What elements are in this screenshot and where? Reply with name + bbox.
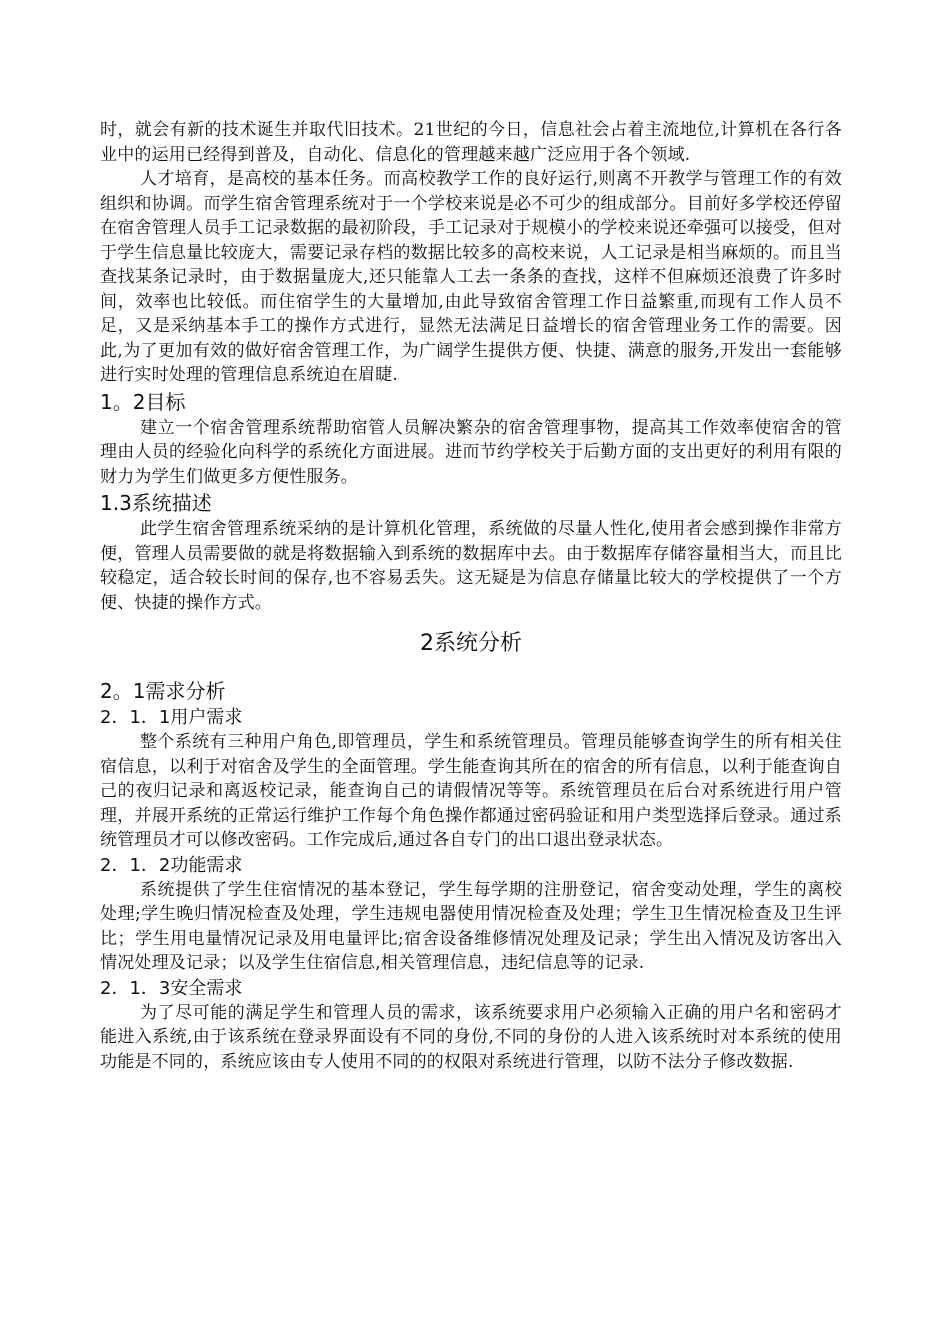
chapter-2-heading: 2系统分析 [420, 631, 522, 656]
section-2-1-3-body: 为了尽可能的满足学生和管理人员的需求，该系统要求用户必须输入正确的用户名和密码才能进入系统,由于该系统在登录界面设有不同的身份,不同的身份的人进入该系统时对本系统的使用功能是不同的，系统应该由专人使用不同的的权限对系统进行管理，以防不法分子修改数据. [100, 1002, 842, 1072]
paragraph-intro-continuation: 时，就会有新的技术诞生并取代旧技术。21世纪的今日，信息社会占着主流地位,计算机在各行各业中的运用已经得到普及，自动化、信息化的管理越来越广泛应用于各个领域. [100, 120, 842, 165]
section-1-2-heading: 1。2目标 [100, 389, 186, 414]
section-2-1-2-heading: 2．1．2功能需求 [100, 854, 243, 876]
document-page [100, 118, 842, 1074]
section-1-2-body: 建立一个宿舍管理系统帮助宿管人员解决繁杂的宿舍管理事物，提高其工作效率使宿舍的管理由人员的经验化向科学的系统化方面进展。进而节约学校关于后勤方面的支出更好的利用有限的财力为学生们做更多方便性服务。 [100, 417, 842, 487]
section-1-3-heading: 1.3系统描述 [100, 491, 212, 515]
section-1-3-body: 此学生宿舍管理系统采纳的是计算机化管理，系统做的尽量人性化,使用者会感到操作非常方便，管理人员需要做的就是将数据输入到系统的数据库中去。由于数据库存储容量相当大，而且比较稳定，适合较长时间的保存,也不容易丢失。这无疑是为信息存储量比较大的学校提供了一个方便、快捷的操作方式。 [100, 519, 842, 613]
section-2-1-2-body: 系统提供了学生住宿情况的基本登记，学生每学期的注册登记，宿舍变动处理，学生的离校处理;学生晚归情况检查及处理，学生违规电器使用情况检查及处理；学生卫生情况检查及卫生评比；学生用电量情况记录及用电量评比;宿舍设备维修情况处理及记录；学生出入情况及访客出入情况处理及记录；以及学生住宿信息,相关管理信息，违纪信息等的记录. [100, 879, 842, 973]
section-2-1-heading: 2。1需求分析 [100, 679, 226, 703]
section-2-1-1-body: 整个系统有三种用户角色,即管理员，学生和系统管理员。管理员能够查询学生的所有相关住宿信息，以利于对宿舍及学生的全面管理。学生能查询其所在的宿舍的所有信息，以利于能查询自己的夜归记录和离返校记录，能查询自己的请假情况等等。系统管理员在后台对系统进行用户管理，并展开系统的正常运行维护工作每个角色操作都通过密码验证和用户类型选择后登录。通过系统管理员才可以修改密码。工作完成后,通过各自专门的出口退出登录状态。 [100, 732, 842, 850]
paragraph-talent-training: 人才培育，是高校的基本任务。而高校教学工作的良好运行,则离不开教学与管理工作的有效组织和协调。而学生宿舍管理系统对于一个学校来说是必不可少的组成部分。目前好多学校还停留在宿舍管理人员手工记录数据的最初阶段，手工记录对于规模小的学校来说还牵强可以接受，但对于学生信息量比较庞大，需要记录存档的数据比较多的高校来说，人工记录是相当麻烦的。而且当查找某条记录时，由于数据量庞大,还只能靠人工去一条条的查找，这样不但麻烦还浪费了许多时间，效率也比较低。而住宿学生的大量增加,由此导致宿舍管理工作日益繁重,而现有工作人员不足，又是采纳基本手工的操作方式进行，显然无法满足日益增长的宿舍管理业务工作的需要。因此,为了更加有效的做好宿舍管理工作，为广阔学生提供方便、快捷、满意的服务,开发出一套能够进行实时处理的管理信息系统迫在眉睫. [100, 169, 842, 385]
section-2-1-3-heading: 2．1．3安全需求 [100, 977, 243, 999]
section-2-1-1-heading: 2．1．1用户需求 [100, 707, 243, 728]
